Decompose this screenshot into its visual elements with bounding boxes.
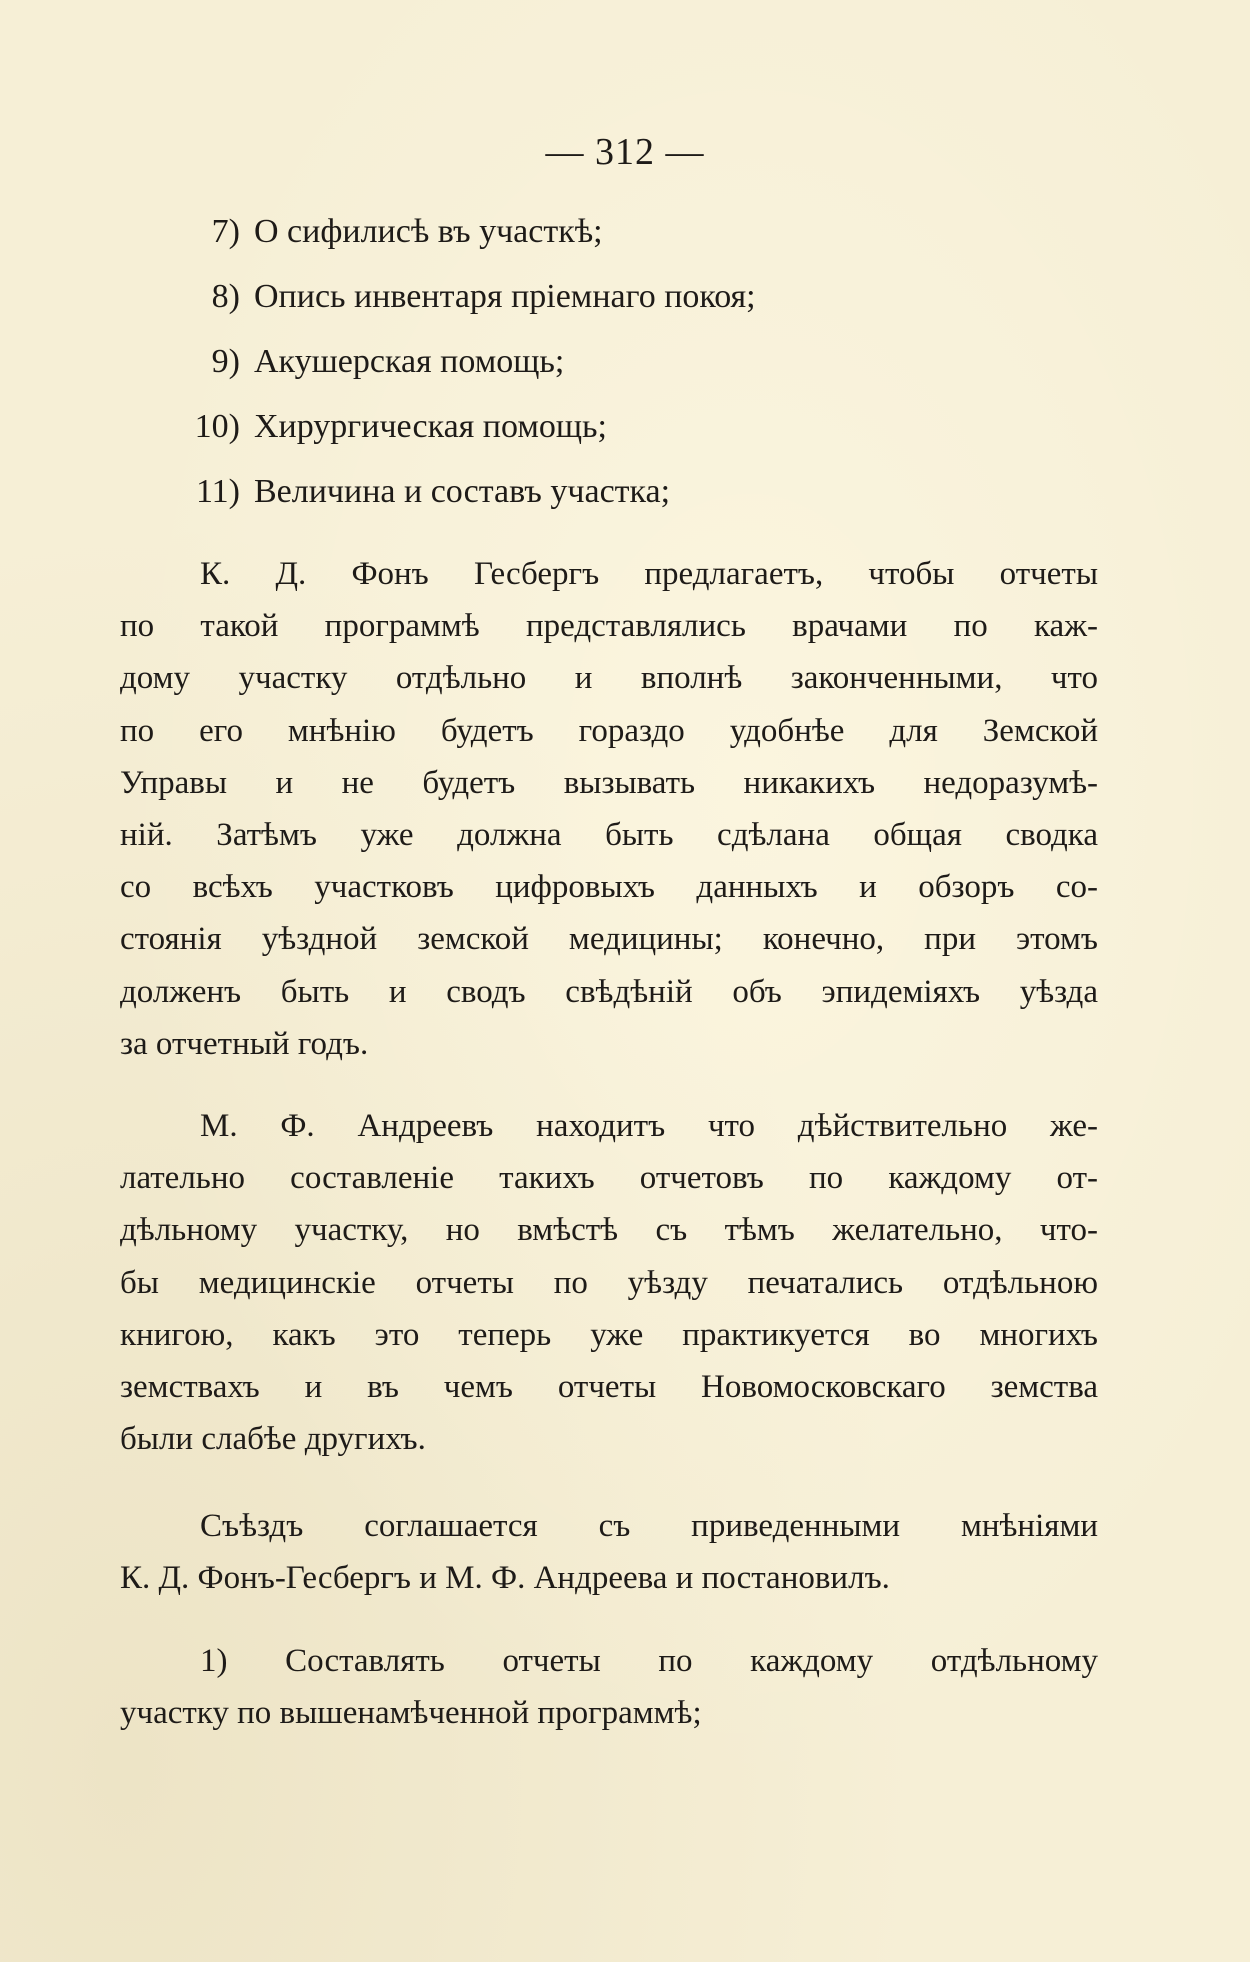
page-number: — 312 — bbox=[545, 131, 705, 173]
list-item-text: Величина и составъ участка; bbox=[254, 473, 671, 510]
text-line: были слабѣе другихъ. bbox=[120, 1421, 426, 1458]
text-line: дому участку отдѣльно и вполнѣ законченными, что bbox=[120, 660, 1098, 697]
list-item-text: Опись инвентаря пріемнаго покоя; bbox=[254, 278, 756, 315]
text-line: долженъ быть и сводъ свѣдѣній объ эпидеміяхъ уѣзда bbox=[120, 973, 1098, 1010]
text-line: стоянія уѣздной земской медицины; конечно, при этомъ bbox=[120, 921, 1098, 958]
list-item-number: 7) bbox=[211, 213, 240, 250]
text-line: по его мнѣнію будетъ гораздо удобнѣе для Земской bbox=[120, 712, 1098, 749]
list-item bbox=[150, 210, 756, 275]
text-line: книгою, какъ это теперь уже практикуется во многихъ bbox=[120, 1316, 1098, 1353]
list-item-number: 9) bbox=[211, 343, 240, 380]
text-line: К. Д. Фонъ-Гесбергъ и М. Ф. Андреева и постановилъ. bbox=[120, 1560, 890, 1597]
text-line: ній. Затѣмъ уже должна быть сдѣлана общая сводка bbox=[120, 817, 1098, 854]
list-item-number: 8) bbox=[211, 278, 240, 315]
paragraph-congress-decision bbox=[120, 1500, 1098, 1604]
text-line: со всѣхъ участковъ цифровыхъ данныхъ и обзоръ со- bbox=[120, 869, 1098, 906]
list-item-text: Акушерская помощь; bbox=[254, 343, 565, 380]
text-line: участку по вышенамѣченной программѣ; bbox=[120, 1695, 702, 1732]
list-item-text: Хирургическая помощь; bbox=[254, 408, 607, 445]
text-line: К. Д. Фонъ Гесбергъ предлагаетъ, чтобы отчеты bbox=[200, 556, 1098, 592]
paragraph-gesberg-proposal bbox=[120, 548, 1098, 1070]
list-item bbox=[150, 405, 756, 470]
text-line: лательно составленіе такихъ отчетовъ по каждому от- bbox=[120, 1160, 1098, 1197]
text-line: земствахъ и въ чемъ отчеты Новомосковскаго земства bbox=[120, 1369, 1098, 1406]
paragraph-andreev-opinion bbox=[120, 1100, 1098, 1465]
text-line: 1) Составлять отчеты по каждому отдѣльному bbox=[200, 1643, 1098, 1679]
text-line: М. Ф. Андреевъ находитъ что дѣйствительно же- bbox=[200, 1108, 1098, 1144]
list-item-number: 11) bbox=[195, 473, 240, 510]
list-item bbox=[150, 275, 756, 340]
program-items-list bbox=[150, 210, 756, 535]
list-item-number: 10) bbox=[194, 408, 240, 445]
text-line: дѣльному участку, но вмѣстѣ съ тѣмъ желательно, что- bbox=[120, 1212, 1098, 1249]
paragraph-resolution-item bbox=[120, 1635, 1098, 1739]
list-item bbox=[150, 470, 756, 535]
list-item bbox=[150, 340, 756, 405]
text-line: за отчетный годъ. bbox=[120, 1025, 369, 1062]
list-item-text: О сифилисѣ въ участкѣ; bbox=[254, 213, 603, 250]
text-line: Съѣздъ соглашается съ приведенными мнѣніями bbox=[200, 1508, 1098, 1544]
text-line: бы медицинскіе отчеты по уѣзду печатались отдѣльною bbox=[120, 1264, 1098, 1301]
text-line: Управы и не будетъ вызывать никакихъ недоразумѣ- bbox=[120, 764, 1098, 801]
text-line: по такой программѣ представлялись врачами по каж- bbox=[120, 608, 1098, 645]
